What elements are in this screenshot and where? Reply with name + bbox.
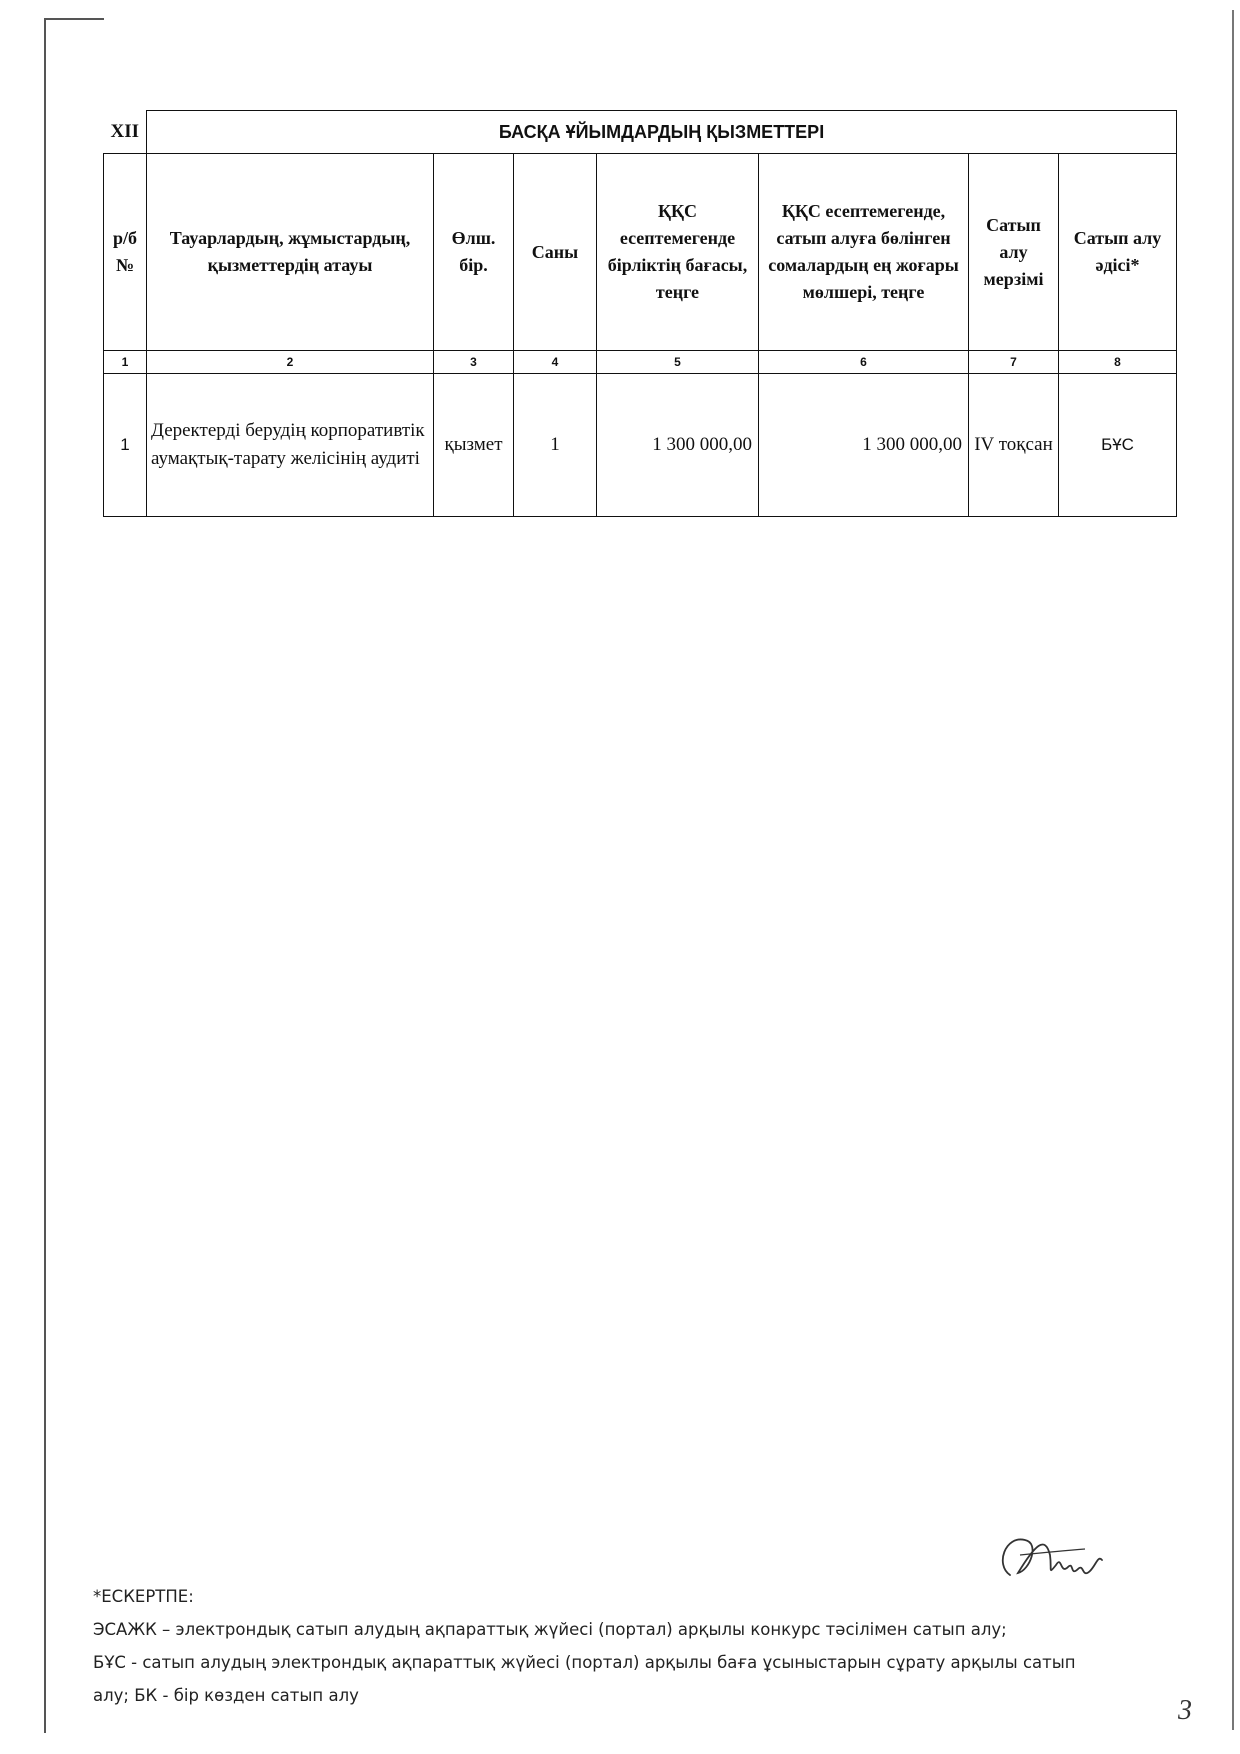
column-number: 6 [759, 351, 969, 374]
column-number: 7 [969, 351, 1059, 374]
header-cell: ҚҚС есептемегенде, сатып алуға бөлінген сомалардың ең жоғары мөлшері, теңге [759, 154, 969, 351]
footnote [93, 1580, 1093, 1712]
header-cell: Саны [514, 154, 597, 351]
quantity: 1 [514, 374, 597, 517]
row-number: 1 [104, 374, 147, 517]
unit: қызмет [434, 374, 514, 517]
section-title: БАСҚА ҰЙЫМДАРДЫҢ ҚЫЗМЕТТЕРІ [147, 111, 1177, 154]
column-number: 5 [597, 351, 759, 374]
column-number: 8 [1059, 351, 1177, 374]
table-row [104, 374, 1177, 517]
header-cell: р/б № [104, 154, 147, 351]
header-cell: Сатып алу мерзімі [969, 154, 1059, 351]
header-cell: Өлш. бір. [434, 154, 514, 351]
max-amount: 1 300 000,00 [759, 374, 969, 517]
footnote-heading: *ЕСКЕРТПЕ: [93, 1587, 194, 1606]
table-header-row [104, 154, 1177, 351]
scan-border-top [44, 18, 104, 20]
header-cell: ҚҚС есептемегенде бірліктің бағасы, теңге [597, 154, 759, 351]
unit-price: 1 300 000,00 [597, 374, 759, 517]
purchase-method: БҰС [1059, 374, 1177, 517]
footnote-line: ЭСАЖК – электрондық сатып алудың ақпараттық жүйесі (портал) арқылы конкурс тәсілімен сатып алу; [93, 1620, 1007, 1639]
header-cell: Тауарлардың, жұмыстардың, қызметтердің атауы [147, 154, 434, 351]
column-number: 2 [147, 351, 434, 374]
column-number-row [104, 351, 1177, 374]
column-number: 4 [514, 351, 597, 374]
procurement-table [103, 110, 1177, 517]
purchase-period: IV тоқсан [969, 374, 1059, 517]
item-name: Деректерді берудің корпоративтік аумақтық-тарату желісінің аудиті [147, 374, 434, 517]
scan-border-right [1232, 10, 1234, 1730]
header-cell: Сатып алу әдісі* [1059, 154, 1177, 351]
column-number: 1 [104, 351, 147, 374]
footnote-line: алу; БК - бір көзден сатып алу [93, 1686, 359, 1705]
column-number: 3 [434, 351, 514, 374]
section-number: XII [104, 111, 147, 154]
footnote-line: БҰС - сатып алудың электрондық ақпараттық жүйесі (портал) арқылы баға ұсыныстарын сұрату арқылы сатып [93, 1653, 1076, 1672]
scan-border-left [44, 18, 46, 1733]
page-number: 3 [1178, 1695, 1192, 1726]
